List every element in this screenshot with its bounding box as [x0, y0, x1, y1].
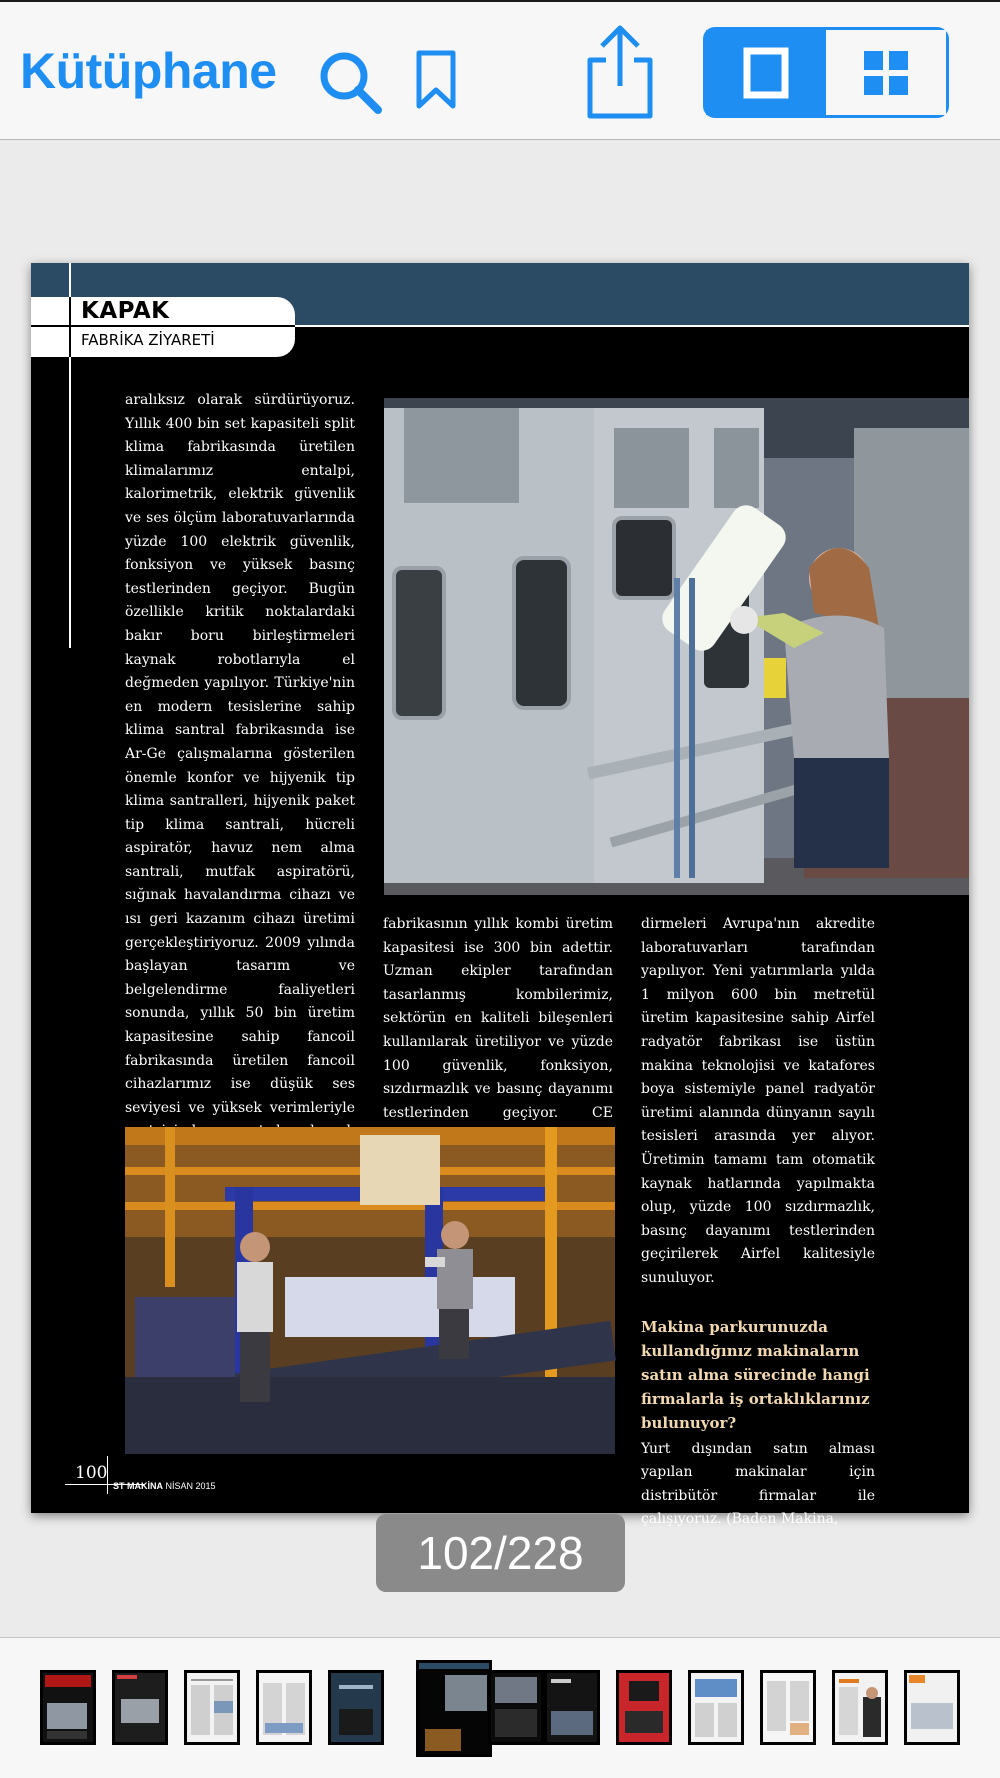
- footer-date: NİSAN 2015: [165, 1481, 216, 1491]
- thumbnail-page[interactable]: [488, 1670, 544, 1745]
- production-line-photo-art: [125, 1127, 615, 1454]
- thumbnail-dark-art: [331, 1673, 381, 1742]
- thumbnail-current-art: [419, 1663, 489, 1754]
- production-line-photo: [125, 1127, 615, 1454]
- thumbnail-red-art: [619, 1673, 669, 1742]
- factory-worker-photo-art: [384, 398, 969, 895]
- thumbnail-orange-art: [907, 1673, 957, 1742]
- article-column-middle: fabrikasının yıllık kombi üretim kapasitesi ise 300 bin adettir. Uzman ekipler tarafından tasarlanmış kombilerimiz, sektörün en kaliteli bileşenleri kullanılarak üretiliyor ve yüzde 100 güvenlik, fonksiyon, sızdırmazlık ve basınç dayanımı testlerinden geçiyor. CE: [383, 916, 613, 1121]
- thumbnail-strip: [0, 1637, 1000, 1778]
- thumbnail-person-art: [835, 1673, 885, 1742]
- page-footer: [113, 1481, 216, 1491]
- single-page-icon: [742, 47, 790, 99]
- article-column-right-text: dirmeleri Avrupa'nın akredite laboratuvarları tarafından yapılıyor. Yeni yatırımlarla yılda 1 milyon 600 bin metretül üretim kapasitesine sahip Airfel radyatör fabrikası ise üstün makina teknolojisi ve katafores boya sistemiyle panel radyatör üretimi alanında dünyanın sayılı tesisleri arasında yer alıyor. Üretimin tamamı tam otomatik kaynak hatlarında yapılmakta olup, yüzde 100 sızdırmazlık, basınç dayanımı testlerinden geçirilerek Airfel kalitesiyle sunuluyor.: [641, 916, 875, 1286]
- footer-brand: ST MAKİNA: [113, 1481, 163, 1491]
- thumbnail-page[interactable]: [328, 1670, 384, 1745]
- grid-view-button[interactable]: [826, 30, 946, 115]
- page-number: 100: [75, 1463, 108, 1483]
- thumbnail-page[interactable]: [904, 1670, 960, 1745]
- thumbnail-text-art: [691, 1673, 741, 1742]
- share-icon[interactable]: [584, 24, 656, 120]
- thumbnail-page[interactable]: [40, 1670, 96, 1745]
- bookmark-icon[interactable]: [416, 50, 456, 110]
- thumbnail-page[interactable]: [112, 1670, 168, 1745]
- thumbnail-article-art: [491, 1673, 541, 1742]
- factory-worker-photo: [384, 398, 969, 895]
- page-number-tick: [107, 1456, 108, 1494]
- thumbnail-text-art: [547, 1673, 597, 1742]
- grid-view-icon: [861, 48, 911, 98]
- thumbnail-page[interactable]: [544, 1670, 600, 1745]
- thumbnail-text-art: [259, 1673, 309, 1742]
- thumbnail-page[interactable]: [256, 1670, 312, 1745]
- toolbar: [0, 0, 1000, 140]
- article-column-left: aralıksız olarak sürdürüyoruz. Yıllık 400 bin set kapasiteli split klima fabrikasında üretilen klimalarımız entalpi, kalorimetrik, elektrik güvenlik ve ses ölçüm laboratuvarlarında yüzde 100 elektrik güvenlik, fonksiyon ve yüksek basınç testlerinden geçiyor. Bugün özellikle kritik noktalardaki bakır boru birleştirmeleri kaynak robotlarıyla el değmeden yapılıyor. Türkiye'nin en modern tesislerine sahip klima santral fabrikasında ise Ar-Ge çalışmalarına gösterilen önemle konfor ve hijyenik tip klima santralleri, hijyenik paket tip klima santrali, hücreli aspiratör, havuz nem alma santrali, mutfak aspiratörü, sığınak havalandırma cihazı ve ısı geri kazanım cihazı üretimi gerçekleştiriyoruz. 2009 yılında başlayan tasarım ve belgelendirme faaliyetleri sonunda, yıllık 50 bin üretim kapasitesine sahip fancoil fabrikasında üretilen fancoil cihazlarımız ise düşük ses seviyesi ve yüksek verimleriyle: [125, 392, 355, 1116]
- thumbnail-ad-art: [115, 1673, 165, 1742]
- section-tab-vline: [69, 297, 71, 357]
- search-icon[interactable]: [316, 48, 384, 116]
- thumbnail-page[interactable]: [184, 1670, 240, 1745]
- thumbnail-page[interactable]: [832, 1670, 888, 1745]
- thumbnail-page[interactable]: [616, 1670, 672, 1745]
- article-column-right: [641, 913, 875, 1532]
- thumbnail-text-art: [187, 1673, 237, 1742]
- thumbnail-current-page[interactable]: [416, 1660, 492, 1757]
- interview-answer: Yurt dışından satın alması yapılan makinalar için distribütör firmalar ile çalışıyoruz. (Baden Makina,: [641, 1440, 875, 1528]
- interview-question: Makina parkurunuzda kullandığınız makinaların satın alma sürecinde hangi firmalarla iş ortaklıklarınız bulunuyor?: [641, 1317, 870, 1432]
- section-title: KAPAK: [81, 298, 170, 324]
- page-counter: 102/228: [376, 1514, 625, 1592]
- thumbnail-text-art: [763, 1673, 813, 1742]
- magazine-page[interactable]: [31, 263, 969, 1528]
- single-page-view-button[interactable]: [706, 30, 826, 115]
- thumbnail-cover-art: [43, 1673, 93, 1742]
- library-button[interactable]: Kütüphane: [20, 43, 277, 99]
- thumbnail-page[interactable]: [688, 1670, 744, 1745]
- view-mode-segmented-control: [703, 27, 949, 118]
- section-subtitle: FABRİKA ZİYARETİ: [81, 331, 215, 349]
- thumbnail-page[interactable]: [760, 1670, 816, 1745]
